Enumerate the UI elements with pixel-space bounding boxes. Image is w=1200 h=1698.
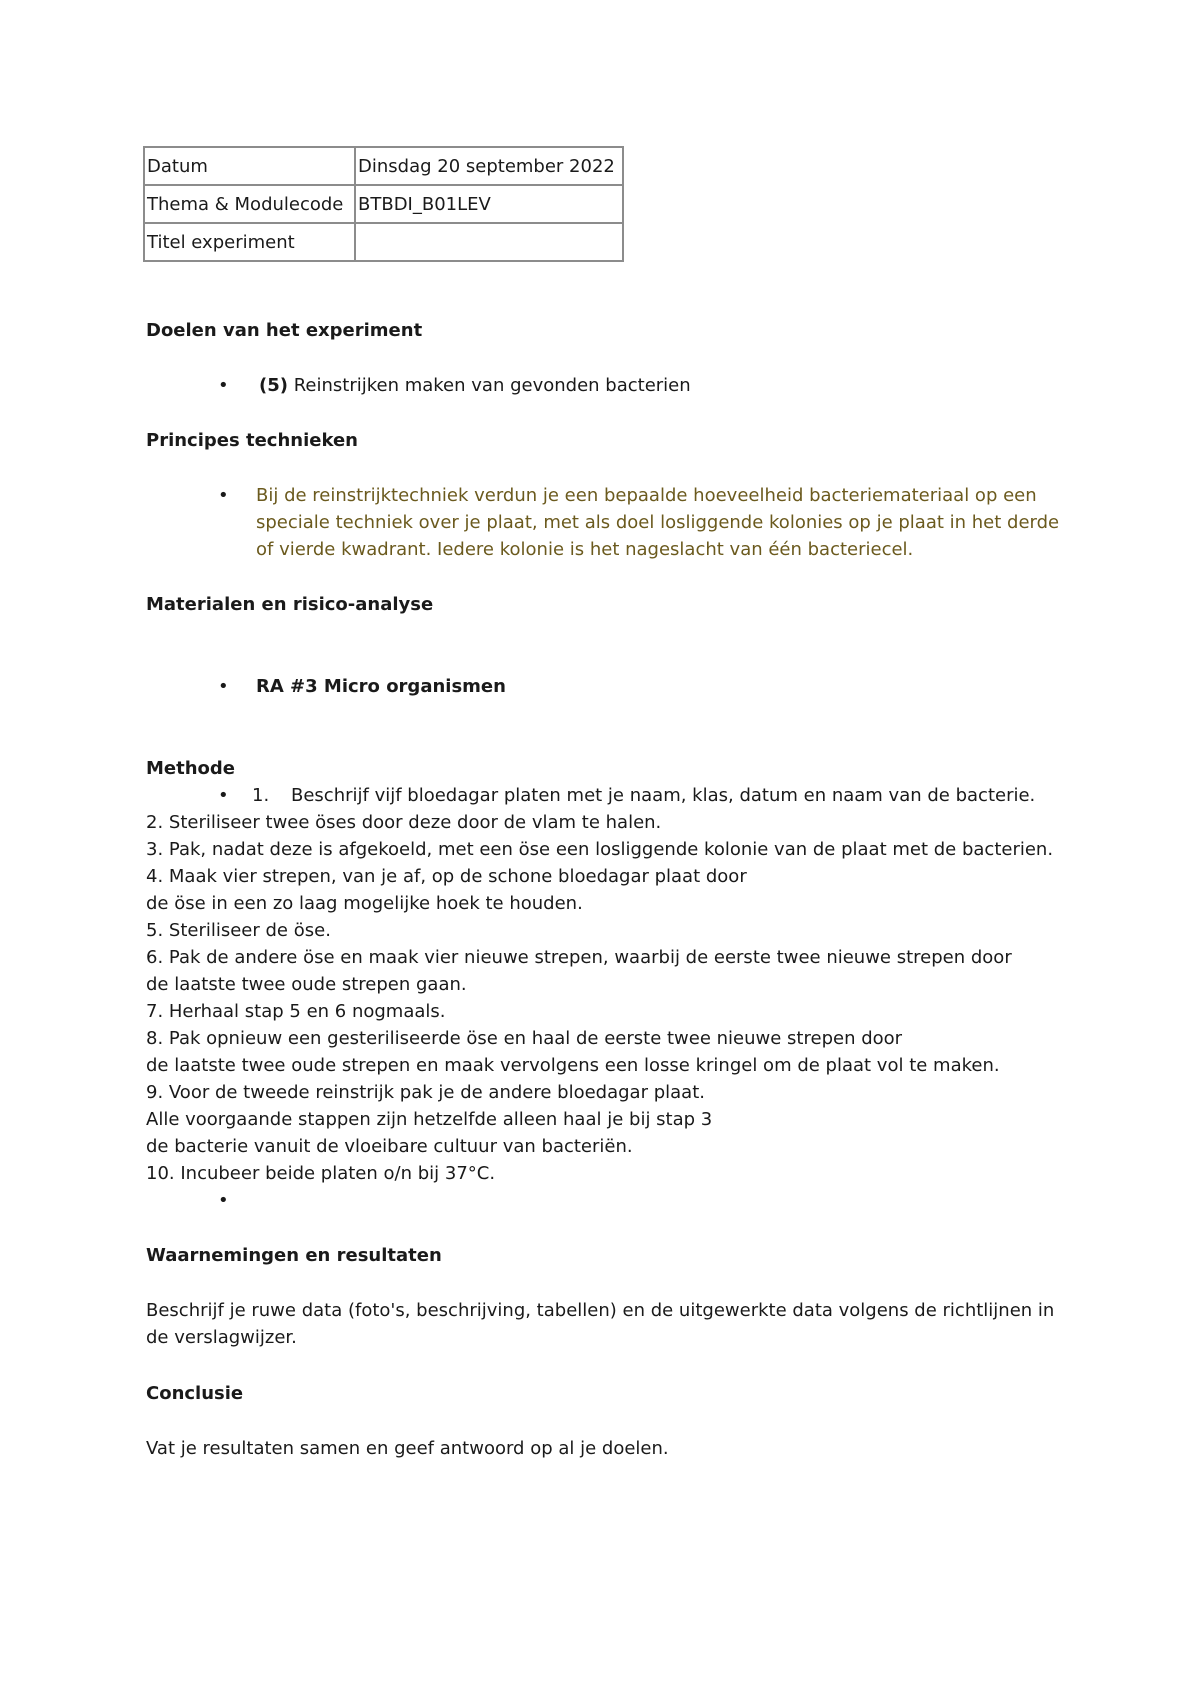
list-item-doel xyxy=(259,372,691,399)
text-line: de verslagwijzer. xyxy=(146,1327,297,1348)
heading-methode: Methode xyxy=(146,758,235,779)
text-line: Beschrijf je ruwe data (foto's, beschrijving, tabellen) en de uitgewerkte data volgens de richtlijnen in xyxy=(146,1300,1055,1321)
meta-key-titel: Titel experiment xyxy=(144,223,355,261)
methode-steps xyxy=(146,809,1053,1187)
text-line: Alle voorgaande stappen zijn hetzelfde alleen haal je bij stap 3 xyxy=(146,1109,713,1130)
text-line: de laatste twee oude strepen en maak vervolgens een losse kringel om de plaat vol te maken. xyxy=(146,1055,1000,1076)
bullet-icon: • xyxy=(218,1190,229,1211)
table-row xyxy=(144,223,623,261)
bullet-icon: • xyxy=(218,375,229,396)
meta-key-thema: Thema & Modulecode xyxy=(144,185,355,223)
heading-materialen: Materialen en risico-analyse xyxy=(146,594,434,615)
heading-principes: Principes technieken xyxy=(146,430,358,451)
text-line: 3. Pak, nadat deze is afgekoeld, met een öse een losliggende kolonie van de plaat met de bacterien. xyxy=(146,839,1054,860)
meta-table xyxy=(143,146,624,262)
meta-value-titel xyxy=(355,223,623,261)
meta-value-datum: Dinsdag 20 september 2022 xyxy=(355,147,623,185)
heading-doelen: Doelen van het experiment xyxy=(146,320,423,341)
text-line: 4. Maak vier strepen, van je af, op de schone bloedagar plaat door xyxy=(146,866,747,887)
step-1-text: Beschrijf vijf bloedagar platen met je naam, klas, datum en naam van de bacterie. xyxy=(291,785,1036,806)
text-line: 5. Steriliseer de öse. xyxy=(146,920,331,941)
step-1-number: 1. xyxy=(252,785,270,806)
text-line: speciale techniek over je plaat, met als doel losliggende kolonies op je plaat in het derde xyxy=(256,512,1060,533)
text-line: de öse in een zo laag mogelijke hoek te houden. xyxy=(146,893,583,914)
text-line: 2. Steriliseer twee öses door deze door de vlam te halen. xyxy=(146,812,662,833)
conclusie-text: Vat je resultaten samen en geef antwoord op al je doelen. xyxy=(146,1438,669,1459)
heading-conclusie: Conclusie xyxy=(146,1383,244,1404)
text-line: de laatste twee oude strepen gaan. xyxy=(146,974,467,995)
bullet-icon: • xyxy=(218,485,229,506)
text-line: Bij de reinstrijktechniek verdun je een bepaalde hoeveelheid bacteriemateriaal op een xyxy=(256,485,1037,506)
doel-text: Reinstrijken maken van gevonden bacterien xyxy=(287,375,691,396)
text-line: 6. Pak de andere öse en maak vier nieuwe strepen, waarbij de eerste twee nieuwe strepen door xyxy=(146,947,1012,968)
bullet-icon: • xyxy=(218,676,229,697)
waarnemingen-text xyxy=(146,1297,1054,1351)
bullet-icon: • xyxy=(218,785,229,806)
principes-text xyxy=(256,482,1059,563)
text-line: 7. Herhaal stap 5 en 6 nogmaals. xyxy=(146,1001,446,1022)
meta-value-thema: BTBDI_B01LEV xyxy=(355,185,623,223)
meta-key-datum: Datum xyxy=(144,147,355,185)
table-row xyxy=(144,147,623,185)
table-row xyxy=(144,185,623,223)
text-line: of vierde kwadrant. Iedere kolonie is het nageslacht van één bacteriecel. xyxy=(256,539,914,560)
text-line: 10. Incubeer beide platen o/n bij 37°C. xyxy=(146,1163,496,1184)
list-item-risico: RA #3 Micro organismen xyxy=(256,676,506,697)
doel-number: (5) xyxy=(259,375,288,396)
text-line: 9. Voor de tweede reinstrijk pak je de andere bloedagar plaat. xyxy=(146,1082,705,1103)
text-line: 8. Pak opnieuw een gesteriliseerde öse en haal de eerste twee nieuwe strepen door xyxy=(146,1028,903,1049)
heading-waarnemingen: Waarnemingen en resultaten xyxy=(146,1245,442,1266)
text-line: de bacterie vanuit de vloeibare cultuur van bacteriën. xyxy=(146,1136,633,1157)
